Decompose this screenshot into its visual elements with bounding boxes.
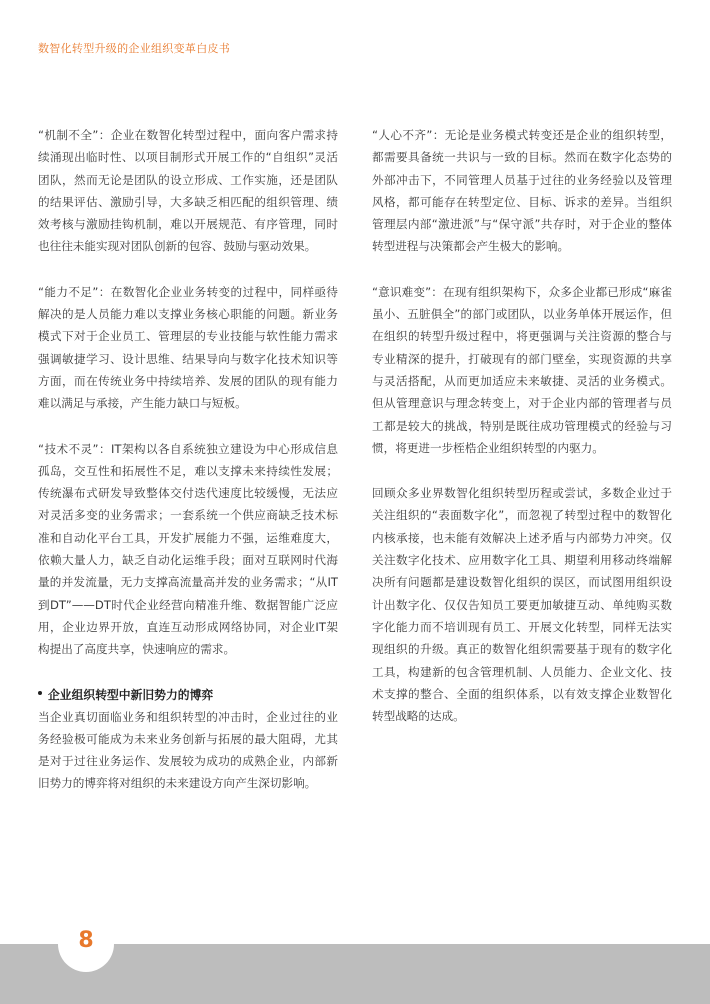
paragraph-section-intro: 当企业真切面临业务和组织转型的冲击时，企业过往的业务经验极可能成为未来业务创新与拓展的最大阻碍，尤其是对于过往业务运作、发展较为成功的成熟企业，内部新旧势力的博弈将对组织的未来建设方向产生深切影响。 — [38, 709, 338, 791]
paragraph-review: 回顾众多业界数智化组织转型历程或尝试，多数企业过于关注组织的“表面数字化”，而忽视了转型过程中的数智化内核承接，也未能有效解决上述矛盾与内部势力冲突。仅关注数字化技术、应用数字化工具、期望利用移动终端解决所有问题都是建设数智化组织的误区，而试图用组织设计出数字化、仅仅告知员工要更加敏捷互动、单纯购买数字化能力而不培训现有员工、开展文化转型，同样无法实现组织的升级。真正的数智化组织需要基于现有的数字化工具，构建新的包含管理机制、人员能力、企业文化、技术支撑的整合、全面的组织体系，以有效支撑企业数智化转型战略的达成。 — [372, 486, 672, 724]
paragraph-technology: “技术不灵”：IT架构以各自系统独立建设为中心形成信息孤岛，交互性和拓展性不足，难以支撑未来持续性发展；传统瀑布式研发导致整体交付迭代速度比较缓慢，无法应对灵活多变的业务需求；一套系统一个供应商缺乏技术标准和自动化平台工具，开发扩展能力不强，运维难度大，依赖大量人力，缺乏自动化运维手段；面对互联网时代海量的并发流量，无力支撑高流量高并发的业务需求；“从IT到DT”——DT时代企业经营向精准升维、数据智能广泛应用，企业边界开放，直连互动形成网络协同，对企业IT架构提出了高度共享，快速响应的需求。 — [38, 441, 338, 657]
document-header-title: 数智化转型升级的企业组织变革白皮书 — [38, 42, 231, 55]
right-column — [372, 124, 672, 750]
paragraph-awareness: “意识难变”：在现有组织架构下，众多企业都已形成“麻雀虽小、五脏俱全”的部门或团队，以业务单体开展运作，但在组织的转型升级过程中，将更强调与关注资源的整合与专业精深的提升，打破现有的部门壁垒，实现资源的共享与灵活搭配，从而更加适应未来敏捷、灵活的业务模式。但从管理意识与理念转变上，对于企业内部的管理者与员工都是较大的挑战，特别是既往成功管理模式的经验与习惯，将更进一步桎梏企业组织转型的内驱力。 — [372, 284, 672, 455]
paragraph-mechanism: “机制不全”：企业在数智化转型过程中，面向客户需求持续涌现出临时性、以项目制形式开展工作的“自组织”灵活团队，然而无论是团队的设立形成、工作实施，还是团队的结果评估、激励引导，大多缺乏相匹配的组织管理、绩效考核与激励挂钩机制，难以开展规范、有序管理，同时也往往未能实现对团队创新的包容、鼓励与驱动效果。 — [38, 128, 338, 254]
left-column — [38, 124, 338, 818]
paragraph-capability: “能力不足”：在数智化企业业务转变的过程中，同样亟待解决的是人员能力难以支撑业务核心职能的问题。新业务模式下对于企业员工、管理层的专业技能与软性能力需求强调敏捷学习、设计思维、结果导向与数字化技术知识等方面，而在传统业务中持续培养、发展的团队的现有能力难以满足与承接，产生能力缺口与短板。 — [38, 284, 338, 411]
section-heading-text: 企业组织转型中新旧势力的博弈 — [48, 687, 214, 702]
section-heading — [38, 684, 338, 706]
paragraph-consensus: “人心不齐”：无论是业务模式转变还是企业的组织转型，都需要具备统一共识与一致的目标。然而在数字化态势的外部冲击下，不同管理人员基于过往的业务经验以及管理风格，都可能存在转型定位、目标、诉求的差异。当组织管理层内部“激进派”与“保守派”共存时，对于企业的整体转型进程与决策都会产生极大的影响。 — [372, 128, 672, 254]
bullet-icon — [38, 691, 42, 695]
page-number: 8 — [78, 928, 94, 953]
